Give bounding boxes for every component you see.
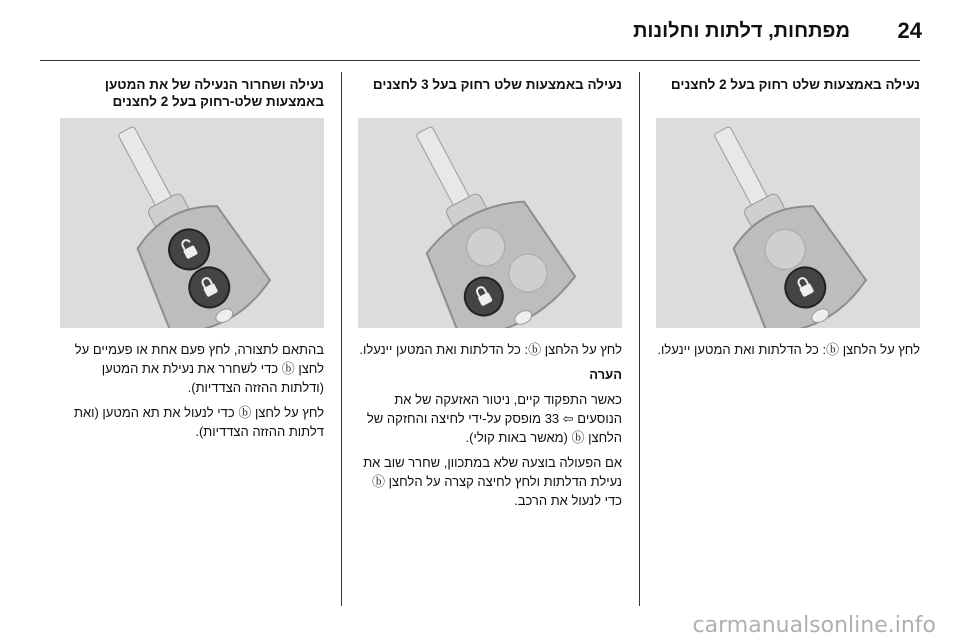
column-lock-2-buttons	[656, 76, 920, 365]
column-lock-3-buttons	[358, 76, 622, 516]
column-divider-left	[341, 72, 342, 606]
section-title: נעילה ושחרור הנעילה של את המטען באמצעות שלט-רחוק בעל 2 לחצנים	[104, 77, 324, 109]
column-divider-right	[639, 72, 640, 606]
remote-key-icon	[656, 118, 920, 328]
body-paragraph: לחץ על לחצן ⓑ כדי לנעול את תא המטען (ואת דלתות ההזזה הצדדיות).	[73, 405, 324, 439]
note-paragraph: אם הפעולה בוצעה שלא במתכוון, שחרר שוב את נעילת הדלתות ולחץ לחיצה קצרה על הלחצן ⓑ כדי לנעול את הרכב.	[363, 455, 622, 508]
section-title: נעילה באמצעות שלט רחוק בעל 2 לחצנים	[670, 77, 920, 92]
column-tailgate	[60, 76, 324, 447]
note-heading: הערה	[589, 367, 622, 382]
page-header	[0, 0, 960, 62]
watermark: carmanualsonline.info	[692, 613, 936, 638]
key-illustration-2-buttons	[656, 118, 920, 328]
page-number: 24	[897, 18, 922, 43]
body-paragraph: בהתאם לתצורה, לחץ פעם אחת או פעמיים על לחצן ⓑ כדי לשחרר את נעילת את המטען (ודלתות ההזזה הצדדיות).	[74, 342, 324, 395]
remote-key-icon	[60, 118, 324, 328]
header-divider	[40, 60, 920, 61]
page-title: מפתחות, דלתות וחלונות	[633, 20, 850, 42]
key-illustration-tailgate	[60, 118, 324, 328]
body-paragraph: לחץ על הלחצן ⓑ: כל הדלתות ואת המטען יינעלו.	[657, 342, 920, 357]
remote-key-icon	[358, 118, 622, 328]
note-paragraph: כאשר התפקוד קיים, ניטור האזעקה של את הנוסעים ⇦ 33 מופסק על-ידי לחיצה והחזקה של הלחצן ⓑ (מאשר באות קולי).	[366, 392, 622, 445]
key-illustration-3-buttons	[358, 118, 622, 328]
body-paragraph: לחץ על הלחצן ⓑ: כל הדלתות ואת המטען יינעלו.	[359, 342, 622, 357]
section-title: נעילה באמצעות שלט רחוק בעל 3 לחצנים	[372, 77, 622, 92]
